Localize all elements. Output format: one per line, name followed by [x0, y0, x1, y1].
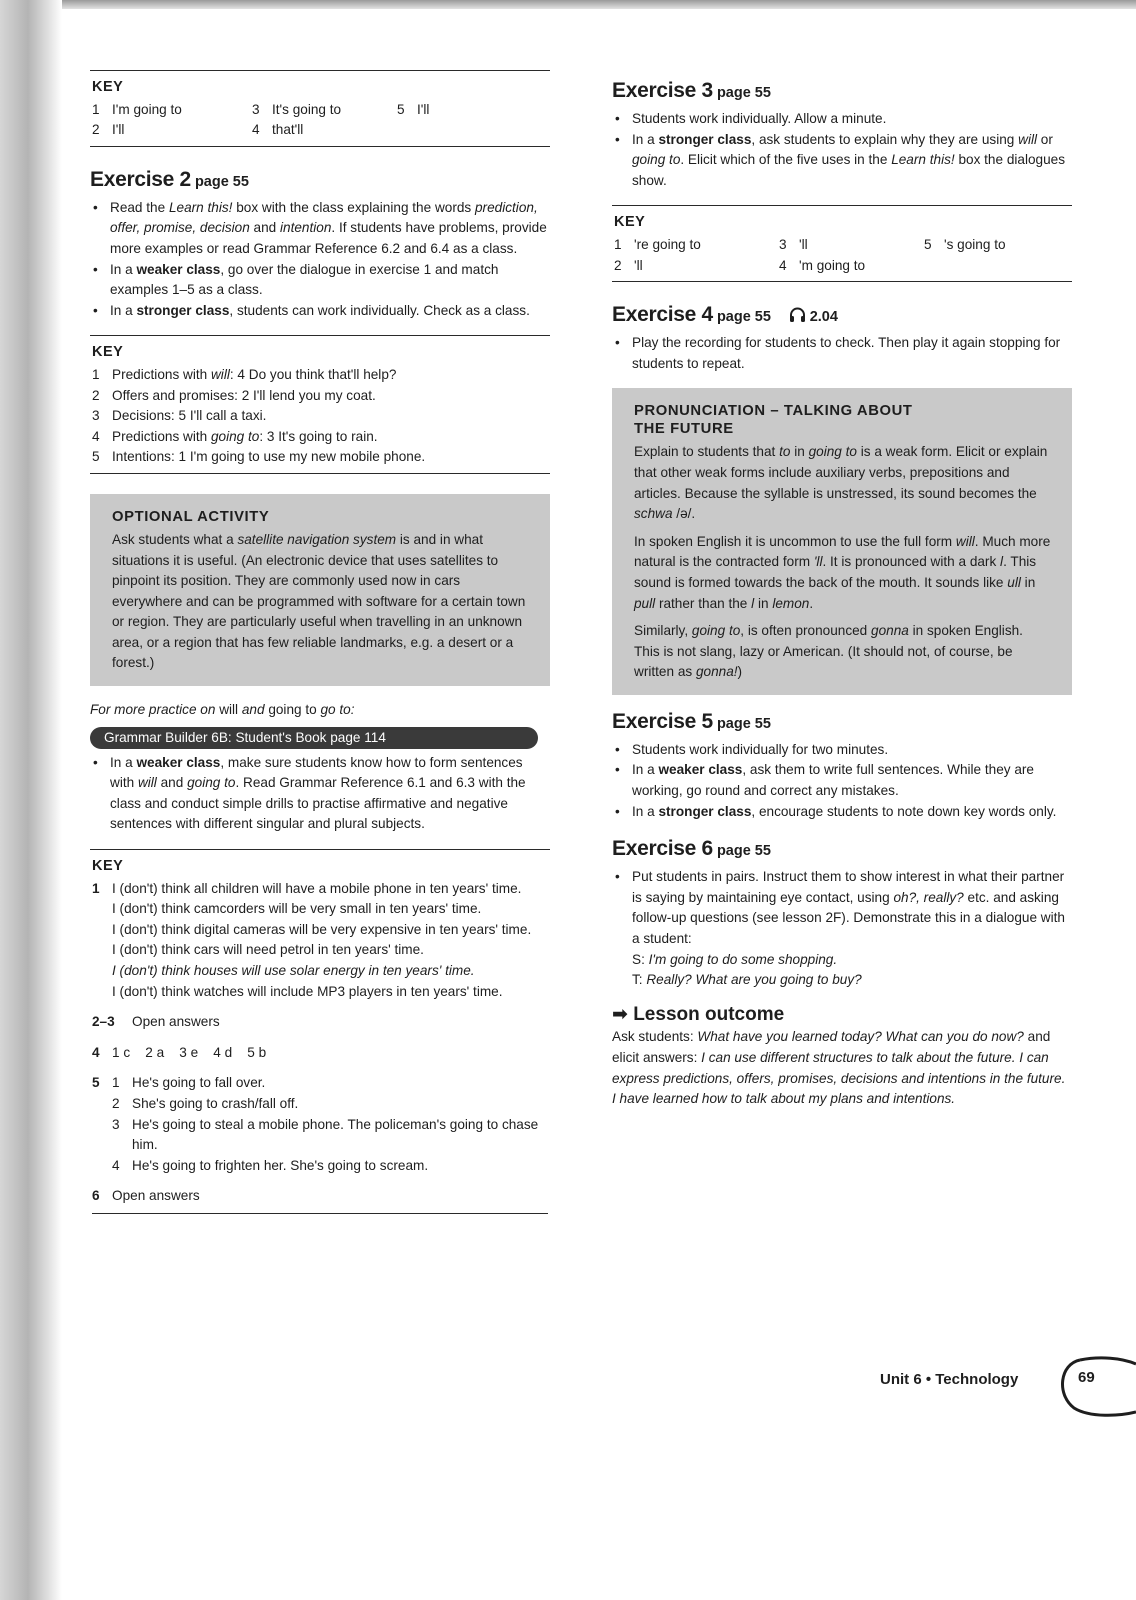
key-number: 1 — [614, 236, 622, 252]
headphones-icon — [789, 307, 806, 323]
key-answer — [112, 447, 425, 468]
sub-item — [112, 1115, 548, 1156]
key-line — [112, 920, 548, 941]
italic-text: Learn this! — [168, 199, 233, 215]
pair-number: 1 — [112, 1044, 120, 1060]
key-item — [92, 1043, 548, 1064]
italic-text: going to — [691, 623, 741, 639]
key-item — [92, 447, 548, 468]
text-run: : 4 Do you think that'll help? — [229, 366, 397, 382]
key-number: 1 — [92, 880, 100, 896]
pair-letter: a — [156, 1044, 165, 1060]
text-run: I (don't) think cars will need petrol in ten years' time. — [112, 942, 424, 958]
key-answer: I'll — [417, 101, 430, 117]
text-run: and elicit answers: — [612, 1029, 1051, 1065]
text-run: . Elicit which of the five uses in the — [680, 152, 892, 168]
key-answer-pairs — [112, 1043, 266, 1064]
lesson-outcome-heading — [612, 1005, 1072, 1026]
pronunciation-paragraph — [634, 532, 1052, 614]
optional-activity-heading: OPTIONAL ACTIVITY — [112, 508, 270, 525]
text-run: etc. and asking follow-up questions (see lesson 2F). Demonstrate this in a dialogue with a student: — [632, 889, 1065, 947]
text-run: in — [790, 444, 809, 460]
text-run: Intentions: 1 I'm going to use my new mobile phone. — [112, 449, 426, 465]
text-run: , ask students to explain why they are using — [751, 131, 1019, 147]
pronunciation-paragraph — [634, 621, 1052, 683]
key-number: 5 — [924, 236, 932, 252]
italic-text: lemon — [772, 595, 810, 611]
text-run: In a — [110, 754, 137, 770]
bold-text: stronger class — [658, 131, 752, 147]
bullet-item — [612, 867, 1072, 949]
bullet-item — [612, 760, 1072, 801]
key-line — [112, 940, 548, 961]
text-run: In a — [632, 803, 659, 819]
text-run: . If students have problems, provide more examples or read Grammar Reference 6.2 and 6.4 as a class. — [110, 220, 547, 256]
key-answer: I'm going to — [112, 101, 182, 117]
italic-text: For more practice on — [90, 702, 220, 718]
sub-item — [112, 1156, 548, 1177]
bold-text: weaker class — [136, 261, 221, 277]
audio-track-number: 2.04 — [809, 309, 838, 326]
text-run: or — [1037, 131, 1053, 147]
italic-text: will — [955, 533, 975, 549]
key-number: 4 — [92, 428, 100, 444]
key-item — [92, 1186, 548, 1207]
text-run: Decisions: 5 I'll call a taxi. — [112, 408, 267, 424]
text-run: Students work individually for two minutes. — [632, 741, 889, 757]
italic-text: I can use different structures to talk about the future. I can express predictions, offers, promises, decisions and intentions in the future. I have learned how to talk about my plans and intentions. — [612, 1050, 1066, 1107]
key-3-list — [92, 879, 548, 1207]
pair-letter: c — [123, 1044, 131, 1060]
italic-text: I (don't) think houses will use solar energy in ten years' time. — [112, 963, 475, 978]
text-run: T: — [632, 972, 647, 988]
pronunciation-heading — [634, 402, 1052, 438]
exercise-6-bullets — [612, 867, 1072, 949]
optional-activity-text — [112, 530, 530, 674]
text-run: and — [249, 220, 281, 236]
divider — [92, 1213, 548, 1214]
text-run: . This sound is formed towards the back of the mouth. It sounds like — [634, 554, 1037, 590]
text-run: Predictions with — [112, 366, 211, 382]
key-box-4 — [612, 205, 1072, 282]
exercise-page: page 55 — [716, 715, 771, 732]
key-answer: 'm going to — [799, 257, 866, 273]
text-run: Explain to students that — [634, 444, 780, 460]
sub-number: 1 — [112, 1075, 120, 1091]
key-answer — [112, 365, 396, 386]
text-run: Ask students what a — [112, 531, 238, 547]
key-box-3 — [90, 850, 550, 1214]
pair-number: 5 — [247, 1044, 255, 1060]
key-number: 3 — [92, 408, 100, 424]
key-line — [112, 899, 548, 920]
text-run: I (don't) think watches will include MP3 players in ten years' time. — [112, 983, 503, 999]
bullet-item — [612, 740, 1072, 761]
italic-text: going to — [210, 428, 260, 444]
italic-text: Really? What are you going to buy? — [646, 972, 862, 988]
key-answer: Open answers — [112, 1188, 200, 1204]
key-answer: It's going to — [272, 101, 342, 117]
bullet-item — [90, 301, 550, 322]
text-run: : 3 It's going to rain. — [259, 428, 378, 444]
italic-text: prediction, offer, promise, decision — [110, 199, 538, 236]
left-column — [90, 70, 550, 1214]
text-run: , students can work individually. Check as a class. — [229, 302, 530, 318]
key-number: 3 — [779, 236, 787, 252]
text-run: . Read Grammar Reference 6.1 and 6.3 with the class and conduct simple drills to practise affirmative and negative sentences with different singular and plural subjects. — [110, 775, 526, 832]
italic-text: ull — [1007, 574, 1021, 590]
exercise-page: page 55 — [716, 85, 771, 101]
key-2-list — [92, 365, 548, 468]
italic-text: I'm going to do some shopping. — [648, 951, 838, 967]
exercise-2-bullets — [90, 198, 550, 322]
bullet-item — [612, 333, 1072, 374]
italic-text: going to — [632, 152, 681, 168]
text-run: Students work individually. Allow a minute. — [632, 111, 887, 126]
text-run: is and in what situations it is useful. (An electronic device that uses satellites to pinpoint its position. They are commonly used now in cars everywhere and can be programmed with software for a certain town or region. They are particularly useful when travelling in an unknown area, or a region that has few reliable landmarks, e.g. a desert or a forest.) — [112, 531, 526, 671]
text-run: , is often pronounced — [740, 623, 872, 639]
right-column — [612, 78, 1072, 1110]
text-run: Offers and promises: 2 I'll lend you my coat. — [112, 387, 376, 403]
key-row — [614, 256, 1070, 277]
key-heading: KEY — [92, 344, 124, 361]
pair-letter: e — [190, 1044, 199, 1060]
key-number: 4 — [252, 122, 260, 138]
key-item — [92, 386, 548, 407]
italic-text: going to — [187, 775, 236, 791]
key-answer: 're going to — [634, 236, 701, 252]
text-run: in spoken English. This is not slang, lazy or American. (It should not, of course, be written as — [634, 623, 1023, 680]
italic-text: going to — [808, 444, 857, 460]
key-heading: KEY — [92, 858, 124, 875]
exercise-page: page 55 — [194, 173, 249, 190]
key-item — [92, 1073, 548, 1176]
book-spine-shadow — [0, 0, 62, 1600]
exercise-4-bullets — [612, 333, 1072, 374]
key-line — [112, 961, 548, 982]
text-run: rather than the — [655, 595, 752, 611]
exercise-title: Exercise 4 — [612, 303, 713, 327]
italic-text: go to: — [316, 702, 355, 718]
sub-item — [112, 1073, 548, 1094]
key-answer: 'll — [799, 236, 808, 252]
bold-text: stronger class — [658, 803, 752, 819]
bullet-item — [612, 109, 1072, 130]
italic-text: will — [137, 775, 157, 791]
text-run: /ə/. — [672, 506, 696, 522]
key-number: 6 — [92, 1188, 100, 1204]
sub-answer: He's going to fall over. — [132, 1075, 266, 1091]
text-run: in — [1020, 574, 1036, 590]
text-run: Read the — [110, 199, 169, 215]
text-run: S: — [632, 951, 649, 967]
exercise-page: page 55 — [716, 843, 771, 860]
italic-text: intention — [280, 220, 332, 236]
text-run: I (don't) think digital cameras will be very expensive in ten years' time. — [112, 921, 532, 937]
text-run: box the dialogues show. — [632, 152, 1066, 188]
text-run: In spoken English it is uncommon to use the full form — [634, 533, 956, 549]
exercise-6-heading — [612, 836, 1072, 864]
key-number: 1 — [92, 366, 100, 382]
key-answer — [112, 386, 376, 407]
bullet-item — [612, 802, 1072, 823]
key-number: 2 — [92, 122, 100, 138]
dialogue-line-teacher — [612, 970, 1072, 991]
text-run: . — [809, 595, 814, 611]
italic-text: gonna! — [695, 664, 738, 680]
key-row — [92, 120, 548, 141]
text-run: I (don't) think camcorders will be very small in ten years' time. — [112, 901, 482, 917]
exercise-title: Exercise 3 — [612, 79, 713, 102]
key-item — [92, 406, 548, 427]
bold-text: weaker class — [658, 762, 743, 778]
italic-text: and — [238, 702, 269, 718]
exercise-title: Exercise 5 — [612, 709, 713, 733]
text-run: In a — [632, 131, 659, 147]
italic-text: l — [751, 595, 755, 611]
italic-text: 'll — [813, 554, 823, 570]
italic-text: pull — [634, 595, 656, 611]
text-run: Ask students: — [612, 1029, 698, 1045]
bullet-item — [90, 198, 550, 260]
text-run: I (don't) think all children will have a mobile phone in ten years' time. — [112, 880, 522, 896]
sub-item — [112, 1094, 548, 1115]
lesson-outcome-text — [612, 1027, 1072, 1109]
pronunciation-box — [612, 388, 1072, 695]
key-line — [112, 982, 548, 1003]
key-number: 2 — [92, 387, 100, 403]
page-top-edge — [0, 0, 1136, 9]
italic-text: oh?, really? — [893, 889, 964, 905]
key-number: 5 — [92, 449, 100, 465]
italic-text: will — [210, 366, 230, 382]
text-run: , encourage students to note down key words only. — [751, 803, 1057, 819]
text-run: Predictions with — [112, 428, 211, 444]
text-run: and — [156, 775, 188, 791]
text-run: . Much more natural is the contracted form — [634, 533, 1051, 570]
bullet-item — [90, 753, 550, 835]
text-run: , make sure students know how to form sentences with — [110, 754, 523, 791]
key-answer: that'll — [272, 122, 304, 138]
key-number: 1 — [92, 101, 100, 117]
italic-text: gonna — [871, 623, 909, 639]
text-run: In a — [110, 302, 137, 318]
pair-letter: b — [258, 1044, 267, 1060]
text-run: in — [754, 595, 773, 611]
page-number: 69 — [1078, 1369, 1095, 1386]
key-item — [92, 365, 548, 386]
pair-number: 2 — [145, 1044, 153, 1060]
lesson-outcome-title: Lesson outcome — [633, 1003, 785, 1025]
key-item-1-lines — [112, 879, 548, 1003]
heading-line: THE FUTURE — [634, 421, 734, 438]
text-run: In a — [632, 762, 659, 778]
exercise-5-heading — [612, 709, 1072, 737]
key-number: 4 — [92, 1044, 100, 1060]
text-run: In a — [110, 261, 137, 277]
unit-label: Unit 6 • Technology — [880, 1371, 1019, 1388]
sub-answer: She's going to crash/fall off. — [132, 1095, 299, 1111]
key-box-1 — [90, 70, 550, 147]
key-heading: KEY — [92, 79, 124, 95]
italic-text: will — [1018, 131, 1038, 147]
key-item — [92, 427, 548, 448]
optional-activity-box — [90, 494, 550, 686]
italic-text: What have you learned today? What can you do now? — [697, 1029, 1024, 1045]
text-run: . It is pronounced with a dark — [822, 554, 1001, 570]
key-heading: KEY — [614, 214, 646, 231]
italic-text: l — [1000, 554, 1004, 570]
text-run: Similarly, — [634, 623, 692, 639]
pair-number: 4 — [213, 1044, 221, 1060]
exercise-2-heading — [90, 167, 550, 195]
key-number: 2–3 — [92, 1014, 115, 1030]
key-answer: Open answers — [132, 1014, 220, 1030]
text-run: , go over the dialogue in exercise 1 and match examples 1–5 as a class. — [110, 261, 499, 298]
text-run: is a weak form. Elicit or explain that other weak forms include auxiliary verbs, prepositions and articles. Because the syllable is unstressed, its sound becomes the — [634, 444, 1048, 501]
sub-answer: He's going to frighten her. She's going to scream. — [132, 1157, 429, 1173]
pair-letter: d — [224, 1044, 233, 1060]
key-answer — [112, 406, 266, 427]
grammar-builder-bullets — [90, 753, 550, 835]
italic-text: satellite navigation system — [237, 531, 397, 547]
sub-number: 2 — [112, 1095, 120, 1111]
key-answer: 's going to — [944, 236, 1006, 252]
key-number: 3 — [252, 101, 260, 117]
dialogue-line-student — [612, 950, 1072, 971]
bullet-item — [90, 260, 550, 301]
key-box-2 — [90, 335, 550, 474]
key-row — [614, 235, 1070, 256]
key-item-5-lines — [112, 1073, 548, 1176]
key-number: 5 — [92, 1075, 100, 1091]
page-footer — [880, 1362, 1136, 1432]
italic-text: Learn this! — [891, 152, 955, 168]
sub-answer: He's going to steal a mobile phone. The policeman's going to chase him. — [132, 1116, 539, 1153]
grammar-builder-banner: Grammar Builder 6B: Student's Book page 114 — [90, 727, 538, 749]
exercise-4-heading — [612, 302, 1072, 330]
key-answer — [112, 427, 378, 448]
key-number: 2 — [614, 257, 622, 273]
key-item — [92, 879, 548, 1003]
arrow-right-icon: ➡ — [612, 1003, 628, 1025]
key-answer: 'll — [634, 257, 643, 273]
bold-text: stronger class — [136, 302, 230, 318]
key-line — [112, 879, 548, 900]
sub-number: 4 — [112, 1157, 120, 1173]
exercise-title: Exercise 6 — [612, 837, 713, 861]
italic-text: schwa — [634, 506, 673, 522]
exercise-3-bullets — [612, 109, 1072, 191]
key-number: 4 — [779, 257, 787, 273]
exercise-page: page 55 — [716, 309, 771, 326]
exercise-3-heading — [612, 78, 1072, 106]
text-run: Play the recording for students to check. Then play it again stopping for students to repeat. — [632, 335, 1061, 371]
exercise-title: Exercise 2 — [90, 167, 191, 191]
italic-text: to — [779, 444, 791, 460]
text-run: box with the class explaining the words — [232, 199, 475, 215]
text-run: , ask them to write full sentences. While they are working, go round and correct any mistakes. — [632, 762, 1034, 799]
key-number: 5 — [397, 101, 405, 117]
bold-text: weaker class — [136, 754, 221, 770]
key-item — [92, 1012, 548, 1033]
text-run: ) — [737, 664, 743, 680]
pair-number: 3 — [179, 1044, 187, 1060]
text-run: Put students in pairs. Instruct them to show interest in what their partner is saying by maintaining eye contact, using — [632, 869, 1065, 905]
exercise-5-bullets — [612, 740, 1072, 822]
more-practice-text — [90, 700, 550, 721]
audio-track[interactable] — [789, 304, 838, 330]
text-run: going to — [268, 702, 317, 718]
pronunciation-paragraph — [634, 442, 1052, 524]
text-run: will — [219, 702, 239, 718]
key-answer: I'll — [112, 122, 125, 138]
key-row — [92, 100, 548, 121]
sub-number: 3 — [112, 1116, 120, 1132]
heading-line: PRONUNCIATION – TALKING ABOUT — [634, 403, 913, 420]
bullet-item — [612, 130, 1072, 192]
